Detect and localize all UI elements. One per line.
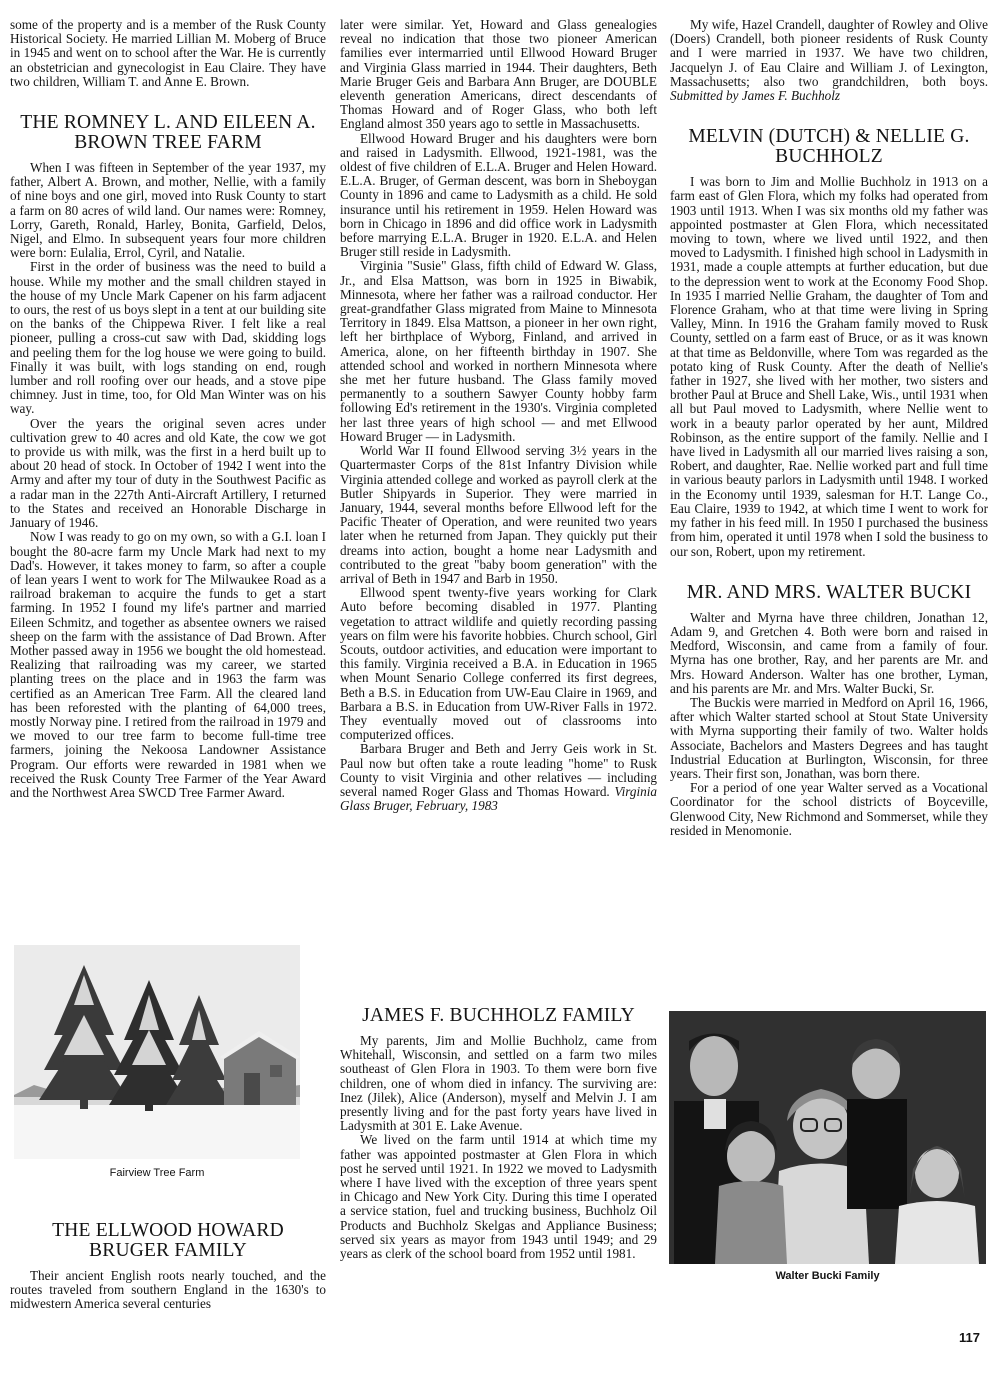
paragraph: Ellwood spent twenty-five years working for Clark Auto before becoming disabled in 1977. Planting vegetation to attract wildlife and quietly recording passing years on film were his favorite hobbies. Church school, Girl Scouts, outdoor activities, and education were important to this family. Virginia received a B.A. in Education in 1965 when Mount Senario College conferred its first degrees, Beth a B.S. in Education from UW-Eau Claire in 1969, and Barbara a B.S. in Education from UW-River Falls in 1972. They eventually moved out of classrooms into computerized offices. <box>340 585 657 743</box>
paragraph: When I was fifteen in September of the year 1937, my father, Albert A. Brown, and mother, Nellie, with a family of nine boys and one girl, moved into Rusk County to start a farm on 80 acres of wild land. Our names were: Romney, Lorry, Gareth, Ronald, Harley, Bonita, Garfield, Delos, Nigel, and Elmo. In subsequent years four more children were born: Eulalia, Errol, Cyril, and Natalie. <box>10 160 326 261</box>
family-photo-caption: Walter Bucki Family <box>775 1270 880 1282</box>
paragraph: We lived on the farm until 1914 at which time my father was appointed postmaster at Glen Flora in which post he served until 1921. In 1922 we moved to Ladysmith where I have lived with the exception of three years spent in Chicago and New York City. During this time I operated a service station, fuel and trucking business, Buchholz Oil Products and Buchholz Skelgas and Appliance Business; served six years as mayor from 1943 until 1949; and 29 years as clerk of the school board from 1952 until 1981. <box>340 1132 657 1262</box>
paragraph: later were similar. Yet, Howard and Glass genealogies reveal no indication that those two pioneer American families ever intermarried until Ellwood Howard Bruger and Virginia Glass married in 1944. Their daughters, Beth Marie Bruger Geis and Barbara Ann Bruger, are DOUBLE eleventh generation Americans, direct descendants of Thomas Howard and of Roger Glass, who both left England almost 350 years ago to settle in Massachusetts. <box>340 17 657 132</box>
column-3 <box>670 18 988 838</box>
paragraph: some of the property and is a member of the Rusk County Historical Society. He married Lillian M. Moberg of Bruce in 1945 and went on to school after the War. He is currently an obstetrician and gynecologist in Eau Claire. They have two children, William T. and Anne E. Brown. <box>10 17 326 89</box>
section-heading-james-buchholz: JAMES F. BUCHHOLZ FAMILY <box>362 1005 635 1026</box>
section-heading-bruger-family: THE ELLWOOD HOWARD BRUGER FAMILY <box>52 1220 284 1261</box>
paragraph: For a period of one year Walter served as a Vocational Coordinator for the school districts of Boyceville, Glenwood City, New Richmond and Sommerset, while they resided in Menomonie. <box>670 780 988 838</box>
paragraph: World War II found Ellwood serving 3½ years in the Quartermaster Corps of the 81st Infantry Division while Virginia attended college and worked as payroll clerk at the Butler Shipyards in Superior. They were married in January, 1944, several months before Ellwood left for the Pacific Theater of Operation, and were reunited two years later when he returned from Japan. They quickly put their dreams into action, bought a home near Ladysmith and contributed to the great "baby boom generation" with the arrival of Beth in 1947 and Barb in 1950. <box>340 443 657 586</box>
paragraph: I was born to Jim and Mollie Buchholz in 1913 on a farm east of Glen Flora, which my folks had operated from 1903 until 1913. When I was six months old my father was appointed postmaster at Glen Flora, which necessitated moving to town, where we lived until 1922, and then moved to Ladysmith. I finished high school in Ladysmith in 1931, made a couple attempts at further education, but due to the depression went to work at the Economy Food Shop. In 1935 I married Nellie Graham, the daughter of Tom and Florence Graham, who at that time were living in Spring Valley, Minn. In 1916 the Graham family moved to Rusk County, settled on a farm east of Bruce, or as it was known at that time as Beldonville, where Tom was regarded as the potato king of Rusk County. After the death of Nellie's father in 1927, she lived with her mother, two sisters and brother Paul at Bruce and Shell Lake, Wis., until 1931 when all but Paul moved to Ladysmith, where Nellie went to work in a beauty parlor operated by her aunt, Mildred Robinson, as the entire support of the family. Nellie and I have lived in Ladysmith all our married lives raising a son, Robert, and daughter, Rae. Nellie worked part and full time in various beauty parlors in Ladysmith until 1948. I worked in the Economy until 1939, salesman for H.T. Lange Co., Eau Claire, 1939 to 1942, at which time I went to work for my father in his feed mill. In 1950 I purchased the business from him, operated it until 1978 when I sold the business to our son, Robert, upon my retirement. <box>670 174 988 559</box>
section-heading-melvin-buchholz: MELVIN (DUTCH) & NELLIE G. BUCHHOLZ <box>688 126 970 168</box>
paragraph: Virginia "Susie" Glass, fifth child of Edward W. Glass, Jr., and Elsa Mattson, was born in 1925 in Biwabik, Minnesota, where her father was a railroad conductor. Her great-grandfather Glass migrated from Maine to Minnesota Territory in 1849. Elsa Mattson, a pioneer in her own right, left her birthplace of Wyborg, Finland, and arrived in America, alone, on her fifteenth birthday in 1907. She attended school and worked in northern Minnesota where she met her future husband. The Glass family moved permanently to a southern Sawyer County hobby farm following Ed's retirement in the 1930's. Virginia completed her last three years of high school — and met Ellwood Howard Bruger — in Ladysmith. <box>340 258 657 444</box>
paragraph: My parents, Jim and Mollie Buchholz, came from Whitehall, Wisconsin, and settled on a farm two miles southeast of Glen Flora in 1903. To them were born five children, one of whom died in infancy. The surviving are: Inez (Jilek), Alice (Anderson), myself and Melvin J. I am presently living and for the past forty years have lived in Ladysmith at 301 E. Lake Avenue. <box>340 1033 657 1134</box>
page-number: 117 <box>959 1330 980 1345</box>
column-1 <box>10 18 326 800</box>
section-heading-brown-tree-farm: THE ROMNEY L. AND EILEEN A. BROWN TREE FARM <box>20 112 316 154</box>
paragraph <box>340 742 657 813</box>
paragraph <box>670 18 988 103</box>
paragraph: The Buckis were married in Medford on April 16, 1966, after which Walter started school at Stout State University with Myrna supporting their family of two. Walter holds Associate, Bachelors and Masters Degrees and has taught Industrial Education at Burlington, Wisconsin, for three years. Their first son, Jonathan, was born there. <box>670 694 988 781</box>
section-heading-walter-bucki: MR. AND MRS. WALTER BUCKI <box>686 581 972 603</box>
paragraph: Walter and Myrna have three children, Jonathan 12, Adam 9, and Gretchen 4. Both were born and raised in Medford, Wisconsin, and came from a family of four. Myrna has one brother, Ray, and her parents are Mr. and Mrs. Howard Anderson. Walter has one brother, Lyman, and his parents are Mr. and Mrs. Walter Bucki, Sr. <box>670 609 988 696</box>
paragraph: Ellwood Howard Bruger and his daughters were born and raised in Ladysmith. Ellwood, 1921-1981, was the oldest of five children of E.L.A. Bruger and Helen Howard. E.L.A. Bruger, of German descent, was born in Sheboygan County in 1896 and came to Ladysmith as a child. He sold insurance until his retirement in 1959. Helen Howard was born in Chicago in 1896 and did office work in Ladysmith before marrying E.L.A. Bruger in 1920. E.L.A. and Helen Bruger still reside in Ladysmith. <box>340 130 657 260</box>
paragraph: First in the order of business was the need to build a house. While my mother and the small children stayed in the house of my Uncle Mark Capener on his farm adjacent to ours, the rest of us boys slept in a tent at our building site on the banks of the Chippewa River. I felt like a real pioneer, pulling a cross-cut saw with Dad, skidding logs and peeling them for the log house we were going to build. Finally it was built, with logs standing on end, rough lumber and roll roofing over our heads, and a stove pipe chimney. Just in time, too, for Old Man Winter was on his way. <box>10 259 326 417</box>
tree-farm-illustration <box>14 945 300 1159</box>
paragraph-text: Barbara Bruger and Beth and Jerry Geis work in St. Paul now but often take a route leading "home" to Rusk County to visit Virginia and other relatives — including several named Roger Glass and Thomas Howard. <box>340 741 657 799</box>
signature: Submitted by James F. Buchholz <box>670 88 841 104</box>
paragraph: Over the years the original seven acres under cultivation grew to 40 acres and old Kate, the cow we got to provide us with milk, was the first in a herd built up to about 20 head of stock. In October of 1942 I went into the Army and after my tour of duty in the Southwest Pacific as a radar man in the 227th Anti-Aircraft Artillery, I returned to the States and received an Honorable Discharge in January of 1946. <box>10 415 326 531</box>
paragraph: Their ancient English roots nearly touched, and the routes traveled from southern England in the 1630's to midwestern America several centuries <box>10 1268 326 1312</box>
column-2 <box>340 18 657 813</box>
column-2-bottom <box>340 1006 657 1261</box>
column-1-bottom <box>10 1221 326 1312</box>
tree-farm-photo <box>14 945 300 1159</box>
family-portrait-illustration <box>669 1011 986 1264</box>
paragraph-text: My wife, Hazel Crandell, daughter of Rowley and Olive (Doers) Crandell, both pioneer residents of Rusk County and I were married in 1937. We have two children, Jacquelyn J. of Eau Claire and William J. of Lexington, Massachusetts; also two grandchildren, both boys. <box>670 17 988 89</box>
paragraph: Now I was ready to go on my own, so with a G.I. loan I bought the 80-acre farm my Uncle Mark had next to my Dad's. However, it takes money to farm, so after a couple of lean years I went to work for The Milwaukee Road as a railroad brakeman to acquire the funds to get a start farming. In 1952 I found my life's partner and married Eileen Schmitz, and together as absentee owners we raised sheep on the farm with the assistance of Dad Brown. After Mother passed away in 1956 we bought the old homestead. Realizing that railroading was my career, we started planting trees on the place and in 1963 the farm was certified as an American Tree Farm. All the cleared land has been reforested with the planting of 64,000 trees, mostly Norway pine. I retired from the railroad in 1979 and we moved to our tree farm to become full-time tree farmers, joining the Nekoosa Landowner Assistance Program. Our efforts were rewarded in 1981 when we received the Rusk County Tree Farmer of the Year Award and the Northwest Area SWCD Tree Farmer Award. <box>10 529 326 800</box>
bucki-family-photo <box>669 1011 986 1264</box>
tree-farm-caption: Fairview Tree Farm <box>109 1167 205 1179</box>
signature: Virginia Glass Bruger, February, 1983 <box>340 783 658 814</box>
